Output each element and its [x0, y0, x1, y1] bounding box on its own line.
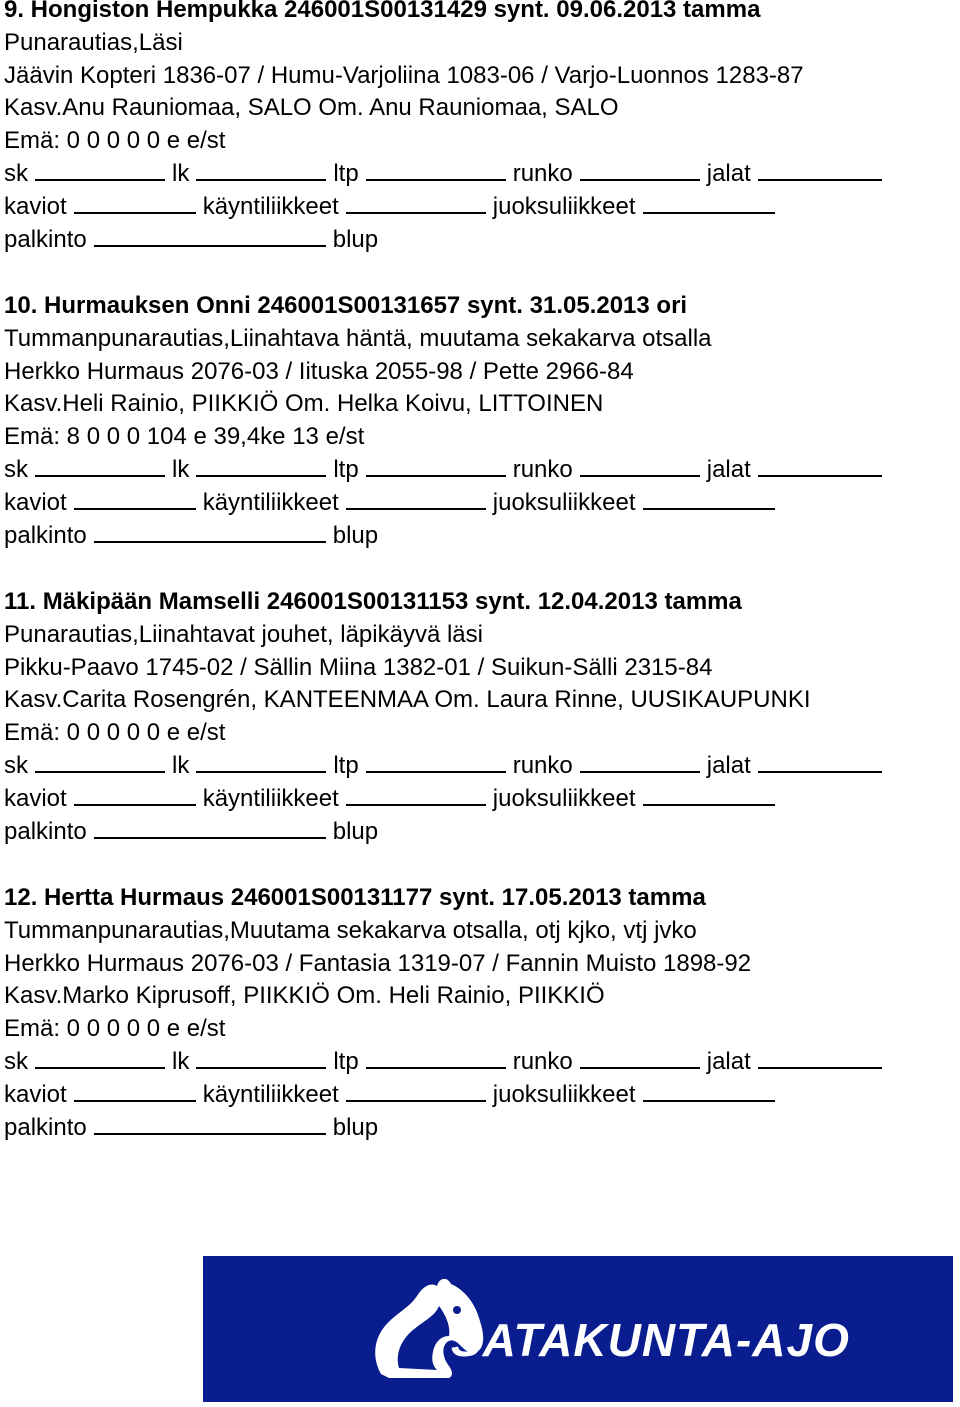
label-sk: sk: [4, 1047, 28, 1075]
blank-runko: [580, 1047, 700, 1069]
blank-kaviot: [74, 488, 196, 510]
blank-juoksuliikkeet: [643, 784, 775, 806]
blank-kayntiliikkeet: [346, 784, 486, 806]
label-kaviot: kaviot: [4, 1080, 67, 1108]
label-runko: runko: [512, 455, 573, 483]
blank-juoksuliikkeet: [643, 192, 775, 214]
blank-ltp: [366, 751, 506, 773]
form-row-1: [4, 454, 960, 487]
form-row-1: [4, 158, 960, 191]
entry-dam-stats: Emä: 0 0 0 0 0 e e/st: [4, 1015, 226, 1043]
entry-color: Tummanpunarautias,Muutama sekakarva otsalla, otj kjko, vtj jvko: [4, 916, 697, 944]
label-kayntiliikkeet: käyntiliikkeet: [202, 784, 339, 812]
entry-breeder-owner: Kasv.Carita Rosengrén, KANTEENMAA Om. Laura Rinne, UUSIKAUPUNKI: [4, 686, 811, 714]
form-row-3: [4, 224, 960, 257]
entry-pedigree: Jäävin Kopteri 1836-07 / Humu-Varjoliina 1083-06 / Varjo-Luonnos 1283-87: [4, 61, 804, 89]
label-blup: blup: [332, 521, 379, 549]
blank-sk: [35, 1047, 165, 1069]
entry-10: [4, 290, 960, 552]
label-ltp: ltp: [333, 1047, 359, 1075]
form-row-3: [4, 1112, 960, 1145]
entry-title: 12. Hertta Hurmaus 246001S00131177 synt. 17.05.2013 tamma: [4, 884, 706, 911]
blank-kayntiliikkeet: [346, 1080, 486, 1102]
entry-breeder-owner: Kasv.Heli Rainio, PIIKKIÖ Om. Helka Koivu, LITTOINEN: [4, 390, 604, 418]
label-palkinto: palkinto: [4, 521, 87, 549]
blank-juoksuliikkeet: [643, 488, 775, 510]
form-row-1: [4, 1046, 960, 1079]
entry-color: Punarautias,Läsi: [4, 28, 183, 56]
label-blup: blup: [332, 225, 379, 253]
label-kayntiliikkeet: käyntiliikkeet: [202, 488, 339, 516]
label-ltp: ltp: [333, 455, 359, 483]
label-runko: runko: [512, 1047, 573, 1075]
blank-ltp: [366, 455, 506, 477]
label-jalat: jalat: [706, 455, 751, 483]
blank-juoksuliikkeet: [643, 1080, 775, 1102]
blank-lk: [196, 159, 326, 181]
entry-pedigree: Herkko Hurmaus 2076-03 / Fantasia 1319-07 / Fannin Muisto 1898-92: [4, 949, 752, 977]
form-row-3: [4, 520, 960, 553]
blank-kaviot: [74, 784, 196, 806]
blank-sk: [35, 455, 165, 477]
entry-pedigree: Herkko Hurmaus 2076-03 / Iituska 2055-98 / Pette 2966-84: [4, 357, 634, 385]
entry-color: Tummanpunarautias,Liinahtava häntä, muutama sekakarva otsalla: [4, 324, 712, 352]
label-lk: lk: [172, 455, 190, 483]
entry-color: Punarautias,Liinahtavat jouhet, läpikäyvä läsi: [4, 620, 483, 648]
blank-runko: [580, 455, 700, 477]
blank-sk: [35, 159, 165, 181]
blank-ltp: [366, 1047, 506, 1069]
blank-kayntiliikkeet: [346, 488, 486, 510]
entry-dam-stats: Emä: 0 0 0 0 0 e e/st: [4, 719, 226, 747]
blank-runko: [580, 751, 700, 773]
entry-breeder-owner: Kasv.Anu Rauniomaa, SALO Om. Anu Rauniomaa, SALO: [4, 94, 619, 122]
entry-11: [4, 586, 960, 848]
label-lk: lk: [172, 751, 190, 779]
blank-lk: [196, 1047, 326, 1069]
entry-dam-stats: Emä: 0 0 0 0 0 e e/st: [4, 127, 226, 155]
entry-pedigree: Pikku-Paavo 1745-02 / Sällin Miina 1382-01 / Suikun-Sälli 2315-84: [4, 653, 713, 681]
label-jalat: jalat: [706, 1047, 751, 1075]
blank-sk: [35, 751, 165, 773]
label-blup: blup: [332, 817, 379, 845]
blank-palkinto: [94, 1113, 326, 1135]
label-juoksuliikkeet: juoksuliikkeet: [492, 1080, 636, 1108]
logo-graphic: [203, 1256, 953, 1402]
label-sk: sk: [4, 159, 28, 187]
blank-kayntiliikkeet: [346, 192, 486, 214]
label-palkinto: palkinto: [4, 225, 87, 253]
blank-palkinto: [94, 521, 326, 543]
form-row-2: [4, 783, 960, 816]
label-lk: lk: [172, 1047, 190, 1075]
blank-runko: [580, 159, 700, 181]
label-ltp: ltp: [333, 751, 359, 779]
blank-lk: [196, 751, 326, 773]
logo-text: SATAKUNTA-AJO: [451, 1314, 850, 1366]
form-row-2: [4, 1079, 960, 1112]
entry-dam-stats: Emä: 8 0 0 0 104 e 39,4ke 13 e/st: [4, 423, 365, 451]
label-kaviot: kaviot: [4, 488, 67, 516]
blank-jalat: [758, 1047, 882, 1069]
label-jalat: jalat: [706, 159, 751, 187]
blank-kaviot: [74, 1080, 196, 1102]
label-kayntiliikkeet: käyntiliikkeet: [202, 192, 339, 220]
label-juoksuliikkeet: juoksuliikkeet: [492, 192, 636, 220]
blank-jalat: [758, 455, 882, 477]
blank-kaviot: [74, 192, 196, 214]
entry-12: [4, 882, 960, 1144]
label-juoksuliikkeet: juoksuliikkeet: [492, 784, 636, 812]
form-row-3: [4, 816, 960, 849]
label-sk: sk: [4, 455, 28, 483]
label-runko: runko: [512, 159, 573, 187]
entry-9: [4, 0, 960, 256]
blank-jalat: [758, 159, 882, 181]
label-runko: runko: [512, 751, 573, 779]
label-kayntiliikkeet: käyntiliikkeet: [202, 1080, 339, 1108]
form-row-1: [4, 750, 960, 783]
satakunta-ajo-logo: [203, 1256, 953, 1402]
blank-palkinto: [94, 225, 326, 247]
label-blup: blup: [332, 1113, 379, 1141]
label-ltp: ltp: [333, 159, 359, 187]
label-palkinto: palkinto: [4, 1113, 87, 1141]
blank-lk: [196, 455, 326, 477]
label-juoksuliikkeet: juoksuliikkeet: [492, 488, 636, 516]
label-palkinto: palkinto: [4, 817, 87, 845]
blank-jalat: [758, 751, 882, 773]
entry-title: 10. Hurmauksen Onni 246001S00131657 synt. 31.05.2013 ori: [4, 292, 688, 319]
label-jalat: jalat: [706, 751, 751, 779]
form-row-2: [4, 191, 960, 224]
form-row-2: [4, 487, 960, 520]
entry-breeder-owner: Kasv.Marko Kiprusoff, PIIKKIÖ Om. Heli Rainio, PIIKKIÖ: [4, 982, 605, 1010]
entry-title: 9. Hongiston Hempukka 246001S00131429 synt. 09.06.2013 tamma: [4, 0, 761, 23]
label-lk: lk: [172, 159, 190, 187]
blank-ltp: [366, 159, 506, 181]
label-kaviot: kaviot: [4, 192, 67, 220]
blank-palkinto: [94, 817, 326, 839]
label-sk: sk: [4, 751, 28, 779]
label-kaviot: kaviot: [4, 784, 67, 812]
entry-title: 11. Mäkipään Mamselli 246001S00131153 synt. 12.04.2013 tamma: [4, 588, 742, 615]
